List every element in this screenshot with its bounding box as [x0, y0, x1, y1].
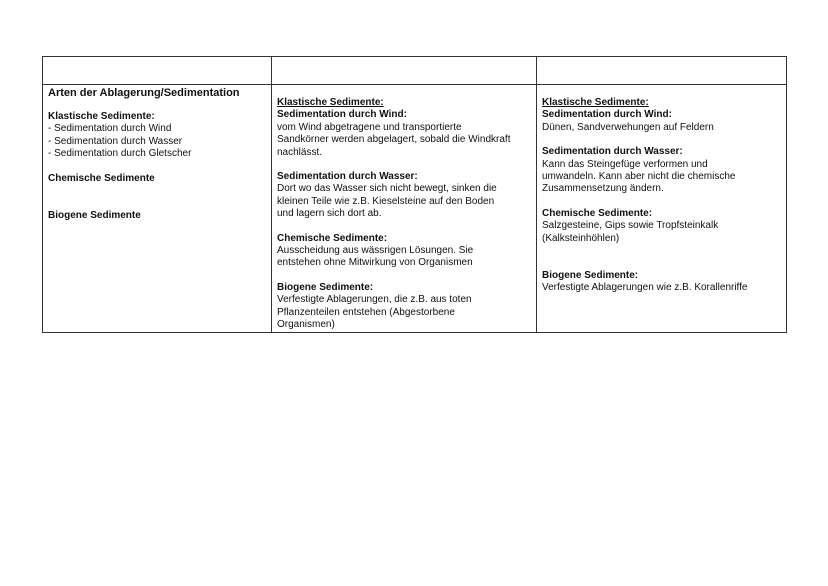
chemisch-heading: Chemische Sedimente:	[542, 207, 653, 219]
text-line: Zusammensetzung ändern.	[542, 183, 664, 195]
table-header-row	[43, 57, 787, 85]
klastisch-heading: Klastische Sedimente:	[48, 111, 155, 122]
text-line: entstehen ohne Mitwirkung von Organismen	[277, 257, 473, 269]
text-line: umwandeln. Kann aber nicht die chemische	[542, 171, 736, 183]
klastisch-heading: Klastische Sedimente:	[277, 97, 384, 108]
text-line: Verfestigte Ablagerungen, die z.B. aus toten	[277, 294, 472, 306]
text-line: Salzgesteine, Gips sowie Tropfsteinkalk	[542, 220, 719, 232]
wasser-heading: Sedimentation durch Wasser:	[542, 146, 683, 158]
wind-heading: Sedimentation durch Wind:	[277, 109, 407, 121]
biogen-heading: Biogene Sedimente	[48, 210, 141, 222]
content-cell-2	[272, 85, 537, 333]
text-line: Dünen, Sandverwehungen auf Feldern	[542, 121, 714, 133]
text-line: Verfestigte Ablagerungen wie z.B. Korallenriffe	[542, 282, 748, 294]
text-line: und lagern sich dort ab.	[277, 208, 382, 220]
biogen-heading: Biogene Sedimente:	[277, 281, 374, 293]
chemisch-heading: Chemische Sedimente:	[277, 232, 388, 244]
header-cell-1	[43, 57, 272, 85]
wasser-heading: Sedimentation durch Wasser:	[277, 171, 418, 183]
text-line: Kann das Steingefüge verformen und	[542, 158, 708, 170]
text-line: Ausscheidung aus wässrigen Lösungen. Sie	[277, 245, 474, 257]
text-line: Sandkörner werden abgelagert, sobald die Windkraft	[277, 134, 511, 146]
list-item: - Sedimentation durch Wasser	[48, 135, 183, 147]
text-line: nachlässt.	[277, 146, 323, 158]
header-cell-3	[537, 57, 787, 85]
content-cell-3	[537, 85, 787, 333]
text-line: (Kalksteinhöhlen)	[542, 232, 620, 244]
text-line: vom Wind abgetragene und transportierte	[277, 121, 462, 133]
biogen-heading: Biogene Sedimente:	[542, 270, 639, 282]
content-cell-1	[43, 85, 272, 333]
klastisch-heading: Klastische Sedimente:	[542, 97, 649, 108]
wind-heading: Sedimentation durch Wind:	[542, 109, 672, 121]
text-line: Dort wo das Wasser sich nicht bewegt, sinken die	[277, 183, 497, 195]
table-content-row	[43, 85, 787, 333]
sedimentation-table	[42, 56, 787, 333]
list-item: - Sedimentation durch Gletscher	[48, 148, 192, 160]
header-cell-2	[272, 57, 537, 85]
table-title: Arten der Ablagerung/Sedimentation	[48, 87, 240, 99]
text-line: Pflanzenteilen entstehen (Abgestorbene	[277, 306, 455, 318]
chemisch-heading: Chemische Sedimente	[48, 172, 155, 184]
list-item: - Sedimentation durch Wind	[48, 123, 172, 135]
text-line: Organismen)	[277, 319, 335, 331]
text-line: kleinen Teile wie z.B. Kieselsteine auf den Boden	[277, 195, 495, 207]
